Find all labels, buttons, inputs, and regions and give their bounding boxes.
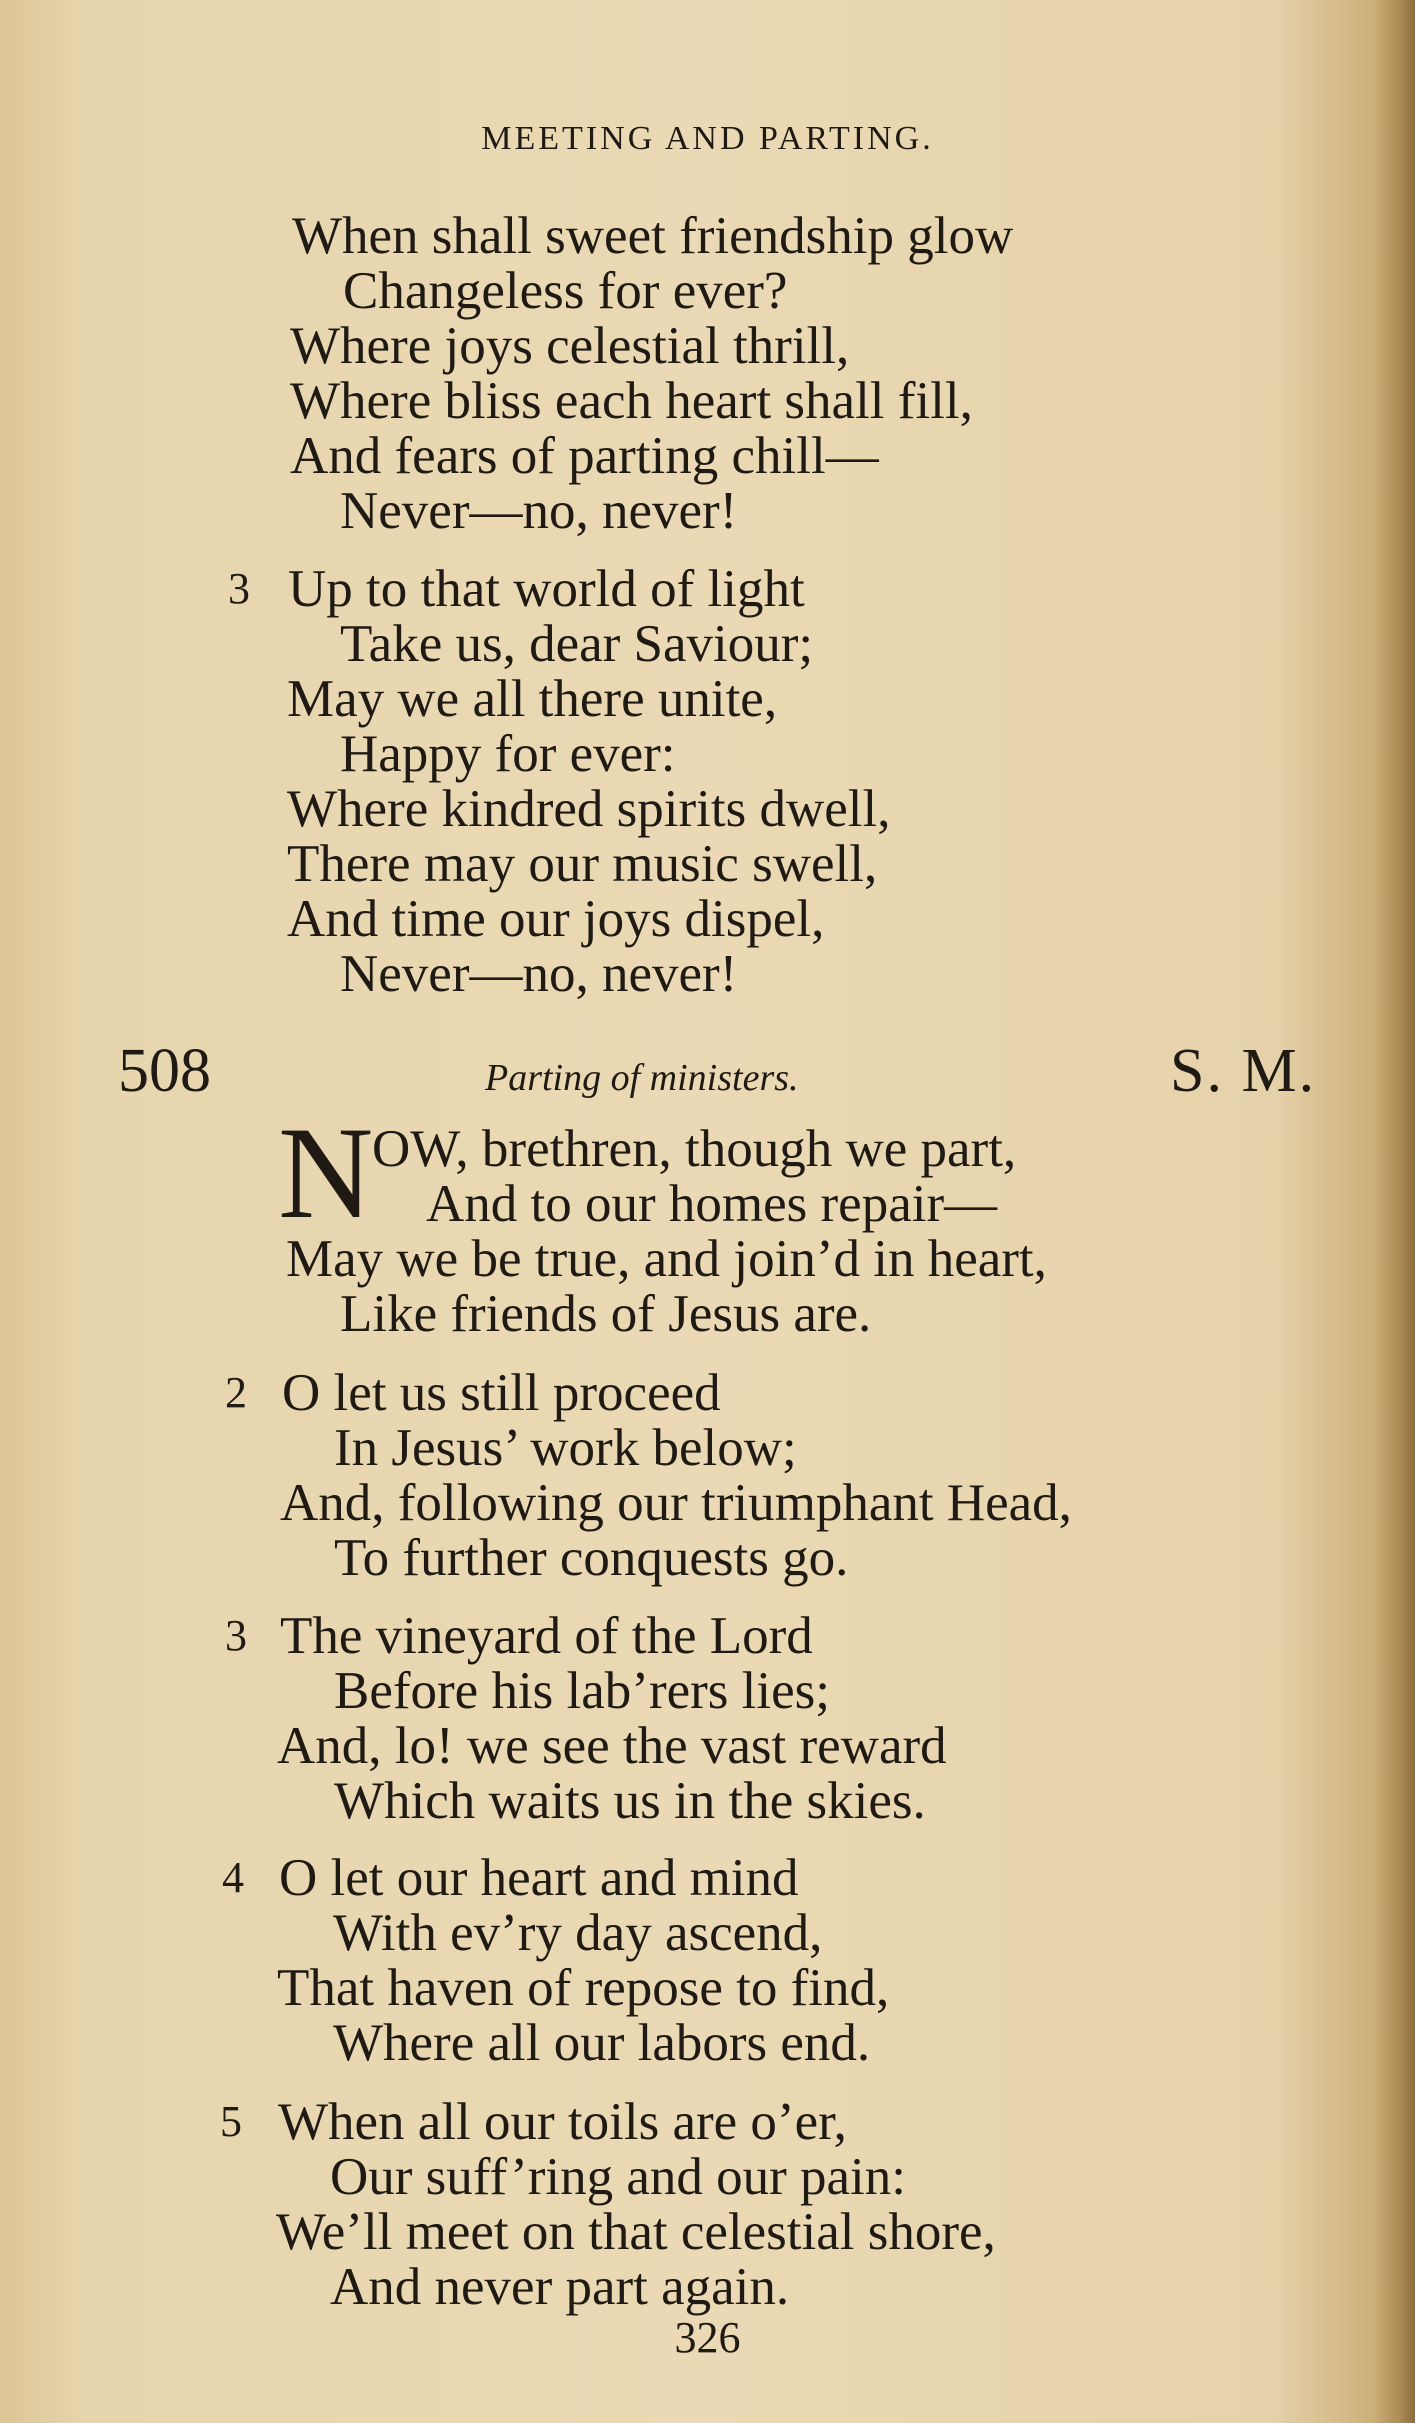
verse-line: Where all our labors end. <box>333 2014 871 2072</box>
verse-line: To further conquests go. <box>334 1529 849 1587</box>
verse-line: Where joys celestial thrill, <box>290 317 850 375</box>
verse-line: Where bliss each heart shall fill, <box>290 372 973 430</box>
verse-number: 5 <box>220 2097 242 2146</box>
page-number: 326 <box>674 2313 741 2362</box>
verse-line: That haven of repose to find, <box>277 1959 890 2017</box>
verse-line: And fears of parting chill— <box>290 427 879 485</box>
running-head: MEETING AND PARTING. <box>481 120 934 157</box>
verse-line: Up to that world of light <box>288 560 805 618</box>
verse-line: We’ll meet on that celestial shore, <box>276 2203 996 2261</box>
verse-line: When shall sweet friendship glow <box>292 207 1014 265</box>
verse-line: And never part again. <box>330 2258 790 2316</box>
verse-line: And to our homes repair— <box>426 1175 998 1233</box>
verse-line: And, lo! we see the vast reward <box>277 1717 947 1775</box>
verse-line: Before his lab’rers lies; <box>334 1662 830 1720</box>
verse-line: Our suff’ring and our pain: <box>330 2148 906 2206</box>
verse-line: May we be true, and join’d in heart, <box>286 1230 1047 1288</box>
verse-number: 2 <box>225 1368 247 1417</box>
verse-line: Take us, dear Saviour; <box>340 615 814 673</box>
page-edge <box>1375 0 1415 2423</box>
verse-line: Happy for ever: <box>340 725 676 783</box>
verse-line: OW, brethren, though we part, <box>372 1120 1017 1178</box>
verse-line: May we all there unite, <box>287 670 778 728</box>
verse-line: Changeless for ever? <box>343 262 788 320</box>
verse-line: O let our heart and mind <box>279 1849 799 1907</box>
verse-line: The vineyard of the Lord <box>280 1607 813 1665</box>
hymn-meter: S. M. <box>1170 1037 1317 1105</box>
verse-line: Which waits us in the skies. <box>334 1772 926 1830</box>
verse-line: In Jesus’ work below; <box>334 1419 797 1477</box>
drop-cap: N <box>278 1099 374 1246</box>
verse-line: With ev’ry day ascend, <box>333 1904 823 1962</box>
verse-line: When all our toils are o’er, <box>278 2093 847 2151</box>
verse-line: Never—no, never! <box>340 482 738 540</box>
verse-line: Where kindred spirits dwell, <box>287 780 891 838</box>
verse-line: Like friends of Jesus are. <box>340 1285 872 1343</box>
verse-line: O let us still proceed <box>282 1364 721 1422</box>
verse-line: There may our music swell, <box>287 835 878 893</box>
verse-number: 3 <box>225 1611 247 1660</box>
verse-line: Never—no, never! <box>340 945 738 1003</box>
hymn-title: Parting of ministers. <box>485 1057 799 1099</box>
verse-line: And time our joys dispel, <box>287 890 825 948</box>
hymn-number: 508 <box>118 1037 211 1105</box>
verse-line: And, following our triumphant Head, <box>280 1474 1072 1532</box>
verse-number: 4 <box>222 1853 244 1902</box>
verse-number: 3 <box>228 564 250 613</box>
